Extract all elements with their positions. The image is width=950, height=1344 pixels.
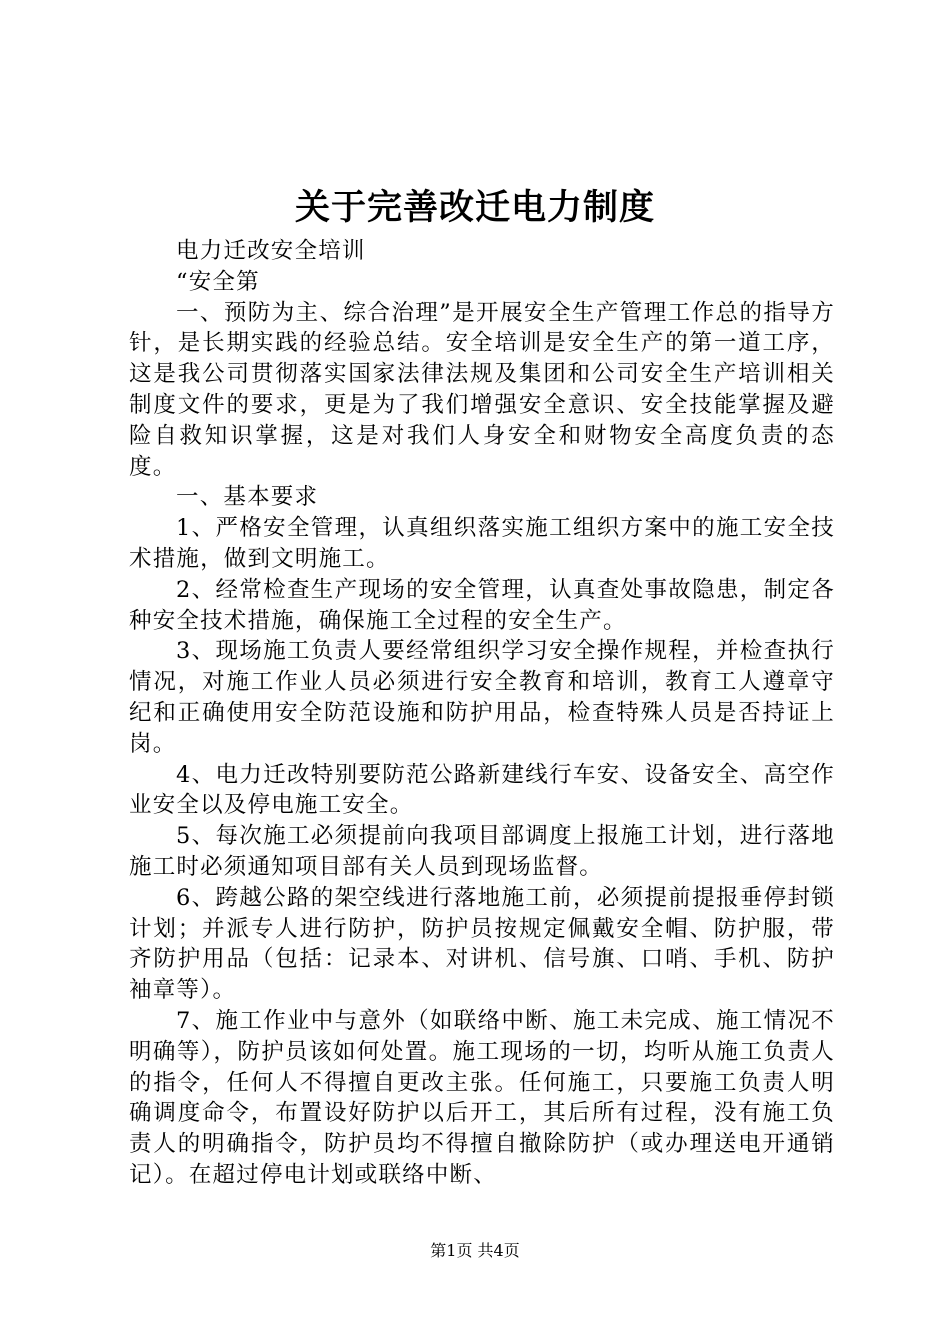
paragraph-intro: 一、预防为主、综合治理”是开展安全生产管理工作总的指导方针，是长期实践的经验总结。安全培训是安全生产的第一道工序，这是我公司贯彻落实国家法律法规及集团和公司安全生产培训相关制度文件的要求，更是为了我们增强安全意识、安全技能掌握及避险自救知识掌握，这是对我们人身安全和财物安全高度负责的态度。	[129, 299, 835, 480]
requirement-item-2: 2、经常检查生产现场的安全管理，认真查处事故隐患，制定各种安全技术措施，确保施工全过程的安全生产。	[129, 576, 835, 634]
requirement-item-6: 6、跨越公路的架空线进行落地施工前，必须提前提报垂停封锁计划；并派专人进行防护，防护员按规定佩戴安全帽、防护服，带齐防护用品（包括：记录本、对讲机、信号旗、口哨、手机、防护袖章等）。	[129, 884, 835, 1004]
paragraph-quote-start: “安全第	[176, 268, 260, 295]
page-footer: 第1页 共4页	[430, 1241, 520, 1260]
section-heading-basic-requirements: 一、基本要求	[176, 484, 319, 511]
requirement-item-7: 7、施工作业中与意外（如联络中断、施工未完成、施工情况不明确等），防护员该如何处置。施工现场的一切，均听从施工负责人的指令，任何人不得擅自更改主张。任何施工，只要施工负责人明确调度命令，布置设好防护以后开工，其后所有过程，没有施工负责人的明确指令，防护员均不得擅自撤除防护（或办理送电开通销记）。在超过停电计划或联络中断、	[129, 1007, 835, 1188]
requirement-item-5: 5、每次施工必须提前向我项目部调度上报施工计划，进行落地施工时必须通知项目部有关人员到现场监督。	[129, 823, 835, 880]
document-body	[129, 236, 835, 1191]
requirement-item-3: 3、现场施工负责人要经常组织学习安全操作规程，并检查执行情况，对施工作业人员必须进行安全教育和培训，教育工人遵章守纪和正确使用安全防范设施和防护用品，检查特殊人员是否持证上岗。	[129, 638, 835, 757]
requirement-item-1: 1、严格安全管理，认真组织落实施工组织方案中的施工安全技术措施，做到文明施工。	[129, 515, 835, 572]
requirement-item-4: 4、电力迁改特别要防范公路新建线行车安、设备安全、高空作业安全以及停电施工安全。	[129, 761, 835, 819]
paragraph-heading: 电力迁改安全培训	[176, 238, 366, 264]
document-title: 关于完善改迁电力制度	[294, 187, 655, 228]
